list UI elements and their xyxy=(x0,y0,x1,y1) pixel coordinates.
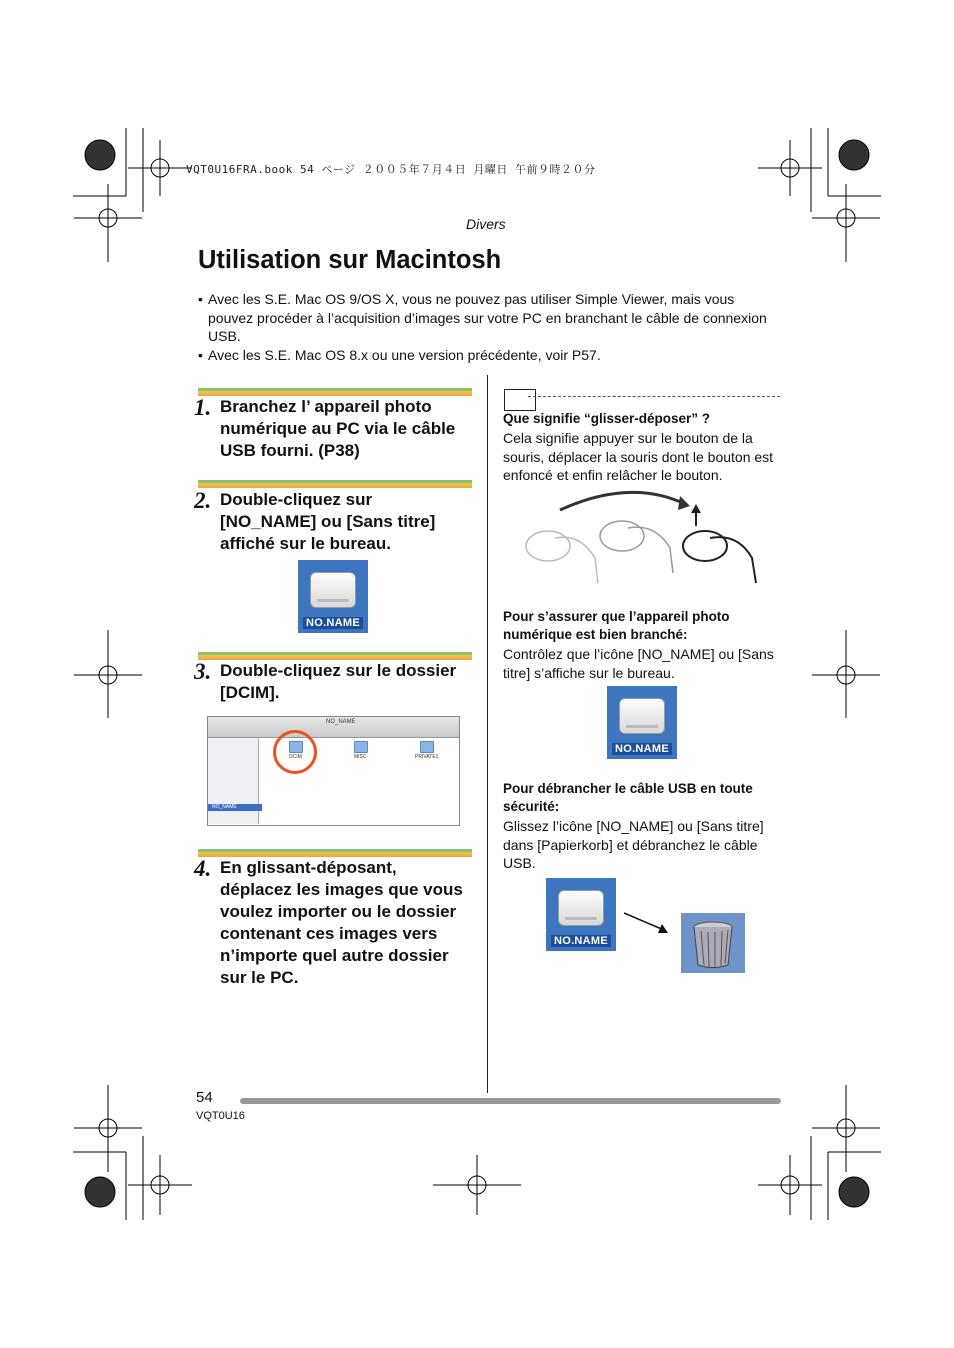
drive-label: NO.NAME xyxy=(612,743,672,755)
folder-icon[interactable] xyxy=(420,741,434,753)
page-title: Utilisation sur Macintosh xyxy=(198,246,502,274)
step-bar xyxy=(198,849,472,857)
finder-sidebar xyxy=(208,738,259,824)
drive-label: NO.NAME xyxy=(551,935,611,947)
intro-list xyxy=(198,290,778,364)
intro-item: • Avec les S.E. Mac OS 8.x ou une version précédente, voir P57. xyxy=(198,346,601,363)
hard-disk-icon xyxy=(558,890,604,926)
step-text: En glissant-déposant, déplacez les images que vous voulez importer ou le dossier contenant ces images vers n’importe quel autre dossier sur le PC. xyxy=(220,858,463,987)
column-divider xyxy=(487,375,488,1093)
highlight-circle xyxy=(273,730,317,774)
drive-icon xyxy=(546,878,616,951)
drive-icon xyxy=(607,686,677,759)
hard-disk-icon xyxy=(619,698,665,734)
step-number: 4. xyxy=(194,856,212,881)
sidebar-item-no-name[interactable]: NO_NAME xyxy=(208,804,262,811)
intro-item: • Avec les S.E. Mac OS 9/OS X, vous ne pouvez pas utiliser Simple Viewer, mais vous pouvez procéder à l’acquisition d’images sur votre PC en branchant le câble de connexion USB. xyxy=(198,291,767,344)
trash-icon xyxy=(681,913,745,973)
tip-separator xyxy=(528,396,780,397)
step-bar xyxy=(198,480,472,488)
arrow-icon xyxy=(622,910,672,938)
step-text: Branchez l’ appareil photo numérique au PC via le câble USB fourni. (P38) xyxy=(220,397,456,460)
mouse-drag-illustration xyxy=(520,488,765,588)
step-text: Double-cliquez sur [NO_NAME] ou [Sans titre] affiché sur le bureau. xyxy=(220,490,436,553)
step-number: 2. xyxy=(194,488,212,513)
finder-toolbar xyxy=(208,717,459,738)
tip-text: Glissez l’icône [NO_NAME] ou [Sans titre] dans [Papierkorb] et débranchez le câble USB. xyxy=(503,818,764,871)
note-icon xyxy=(504,389,536,411)
finder-window xyxy=(207,716,460,826)
trash-can-icon xyxy=(681,913,745,973)
folder-icon[interactable] xyxy=(354,741,368,753)
print-header: VQT0U16FRA.book 54 ページ ２００５年７月４日 月曜日 午前９時２０分 xyxy=(186,163,596,176)
step-bar xyxy=(198,652,472,660)
folder-label-misc: MISC xyxy=(354,754,367,760)
bullet: • xyxy=(198,291,203,307)
tip-text: Contrôlez que l’icône [NO_NAME] ou [Sans titre] s’affiche sur le bureau. xyxy=(503,646,774,681)
step-bar xyxy=(198,388,472,396)
page-number: 54 xyxy=(196,1089,213,1106)
finder-title: NO_NAME xyxy=(326,719,356,725)
model-code: VQT0U16 xyxy=(196,1110,245,1122)
folder-label-private1: PRIVATE1 xyxy=(415,754,439,760)
bullet: • xyxy=(198,346,203,363)
tip-heading: Pour débrancher le câble USB en toute sécurité: xyxy=(503,781,753,814)
drive-icon xyxy=(298,560,368,633)
section-label: Divers xyxy=(466,216,506,232)
drive-label: NO.NAME xyxy=(303,617,363,629)
step-number: 3. xyxy=(194,659,212,684)
hard-disk-icon xyxy=(310,572,356,608)
tip-heading: Pour s’assurer que l’appareil photo numérique est bien branché: xyxy=(503,609,730,642)
tip-heading: Que signifie “glisser-déposer” ? xyxy=(503,411,711,426)
footer-bar xyxy=(240,1098,781,1104)
folder-label-dcim: DCIM xyxy=(289,754,302,760)
tip-text: Cela signifie appuyer sur le bouton de la souris, déplacer la souris dont le bouton est enfoncé et enfin relâcher le bouton. xyxy=(503,430,774,483)
step-number: 1. xyxy=(194,395,212,420)
step-text: Double-cliquez sur le dossier [DCIM]. xyxy=(220,661,457,702)
